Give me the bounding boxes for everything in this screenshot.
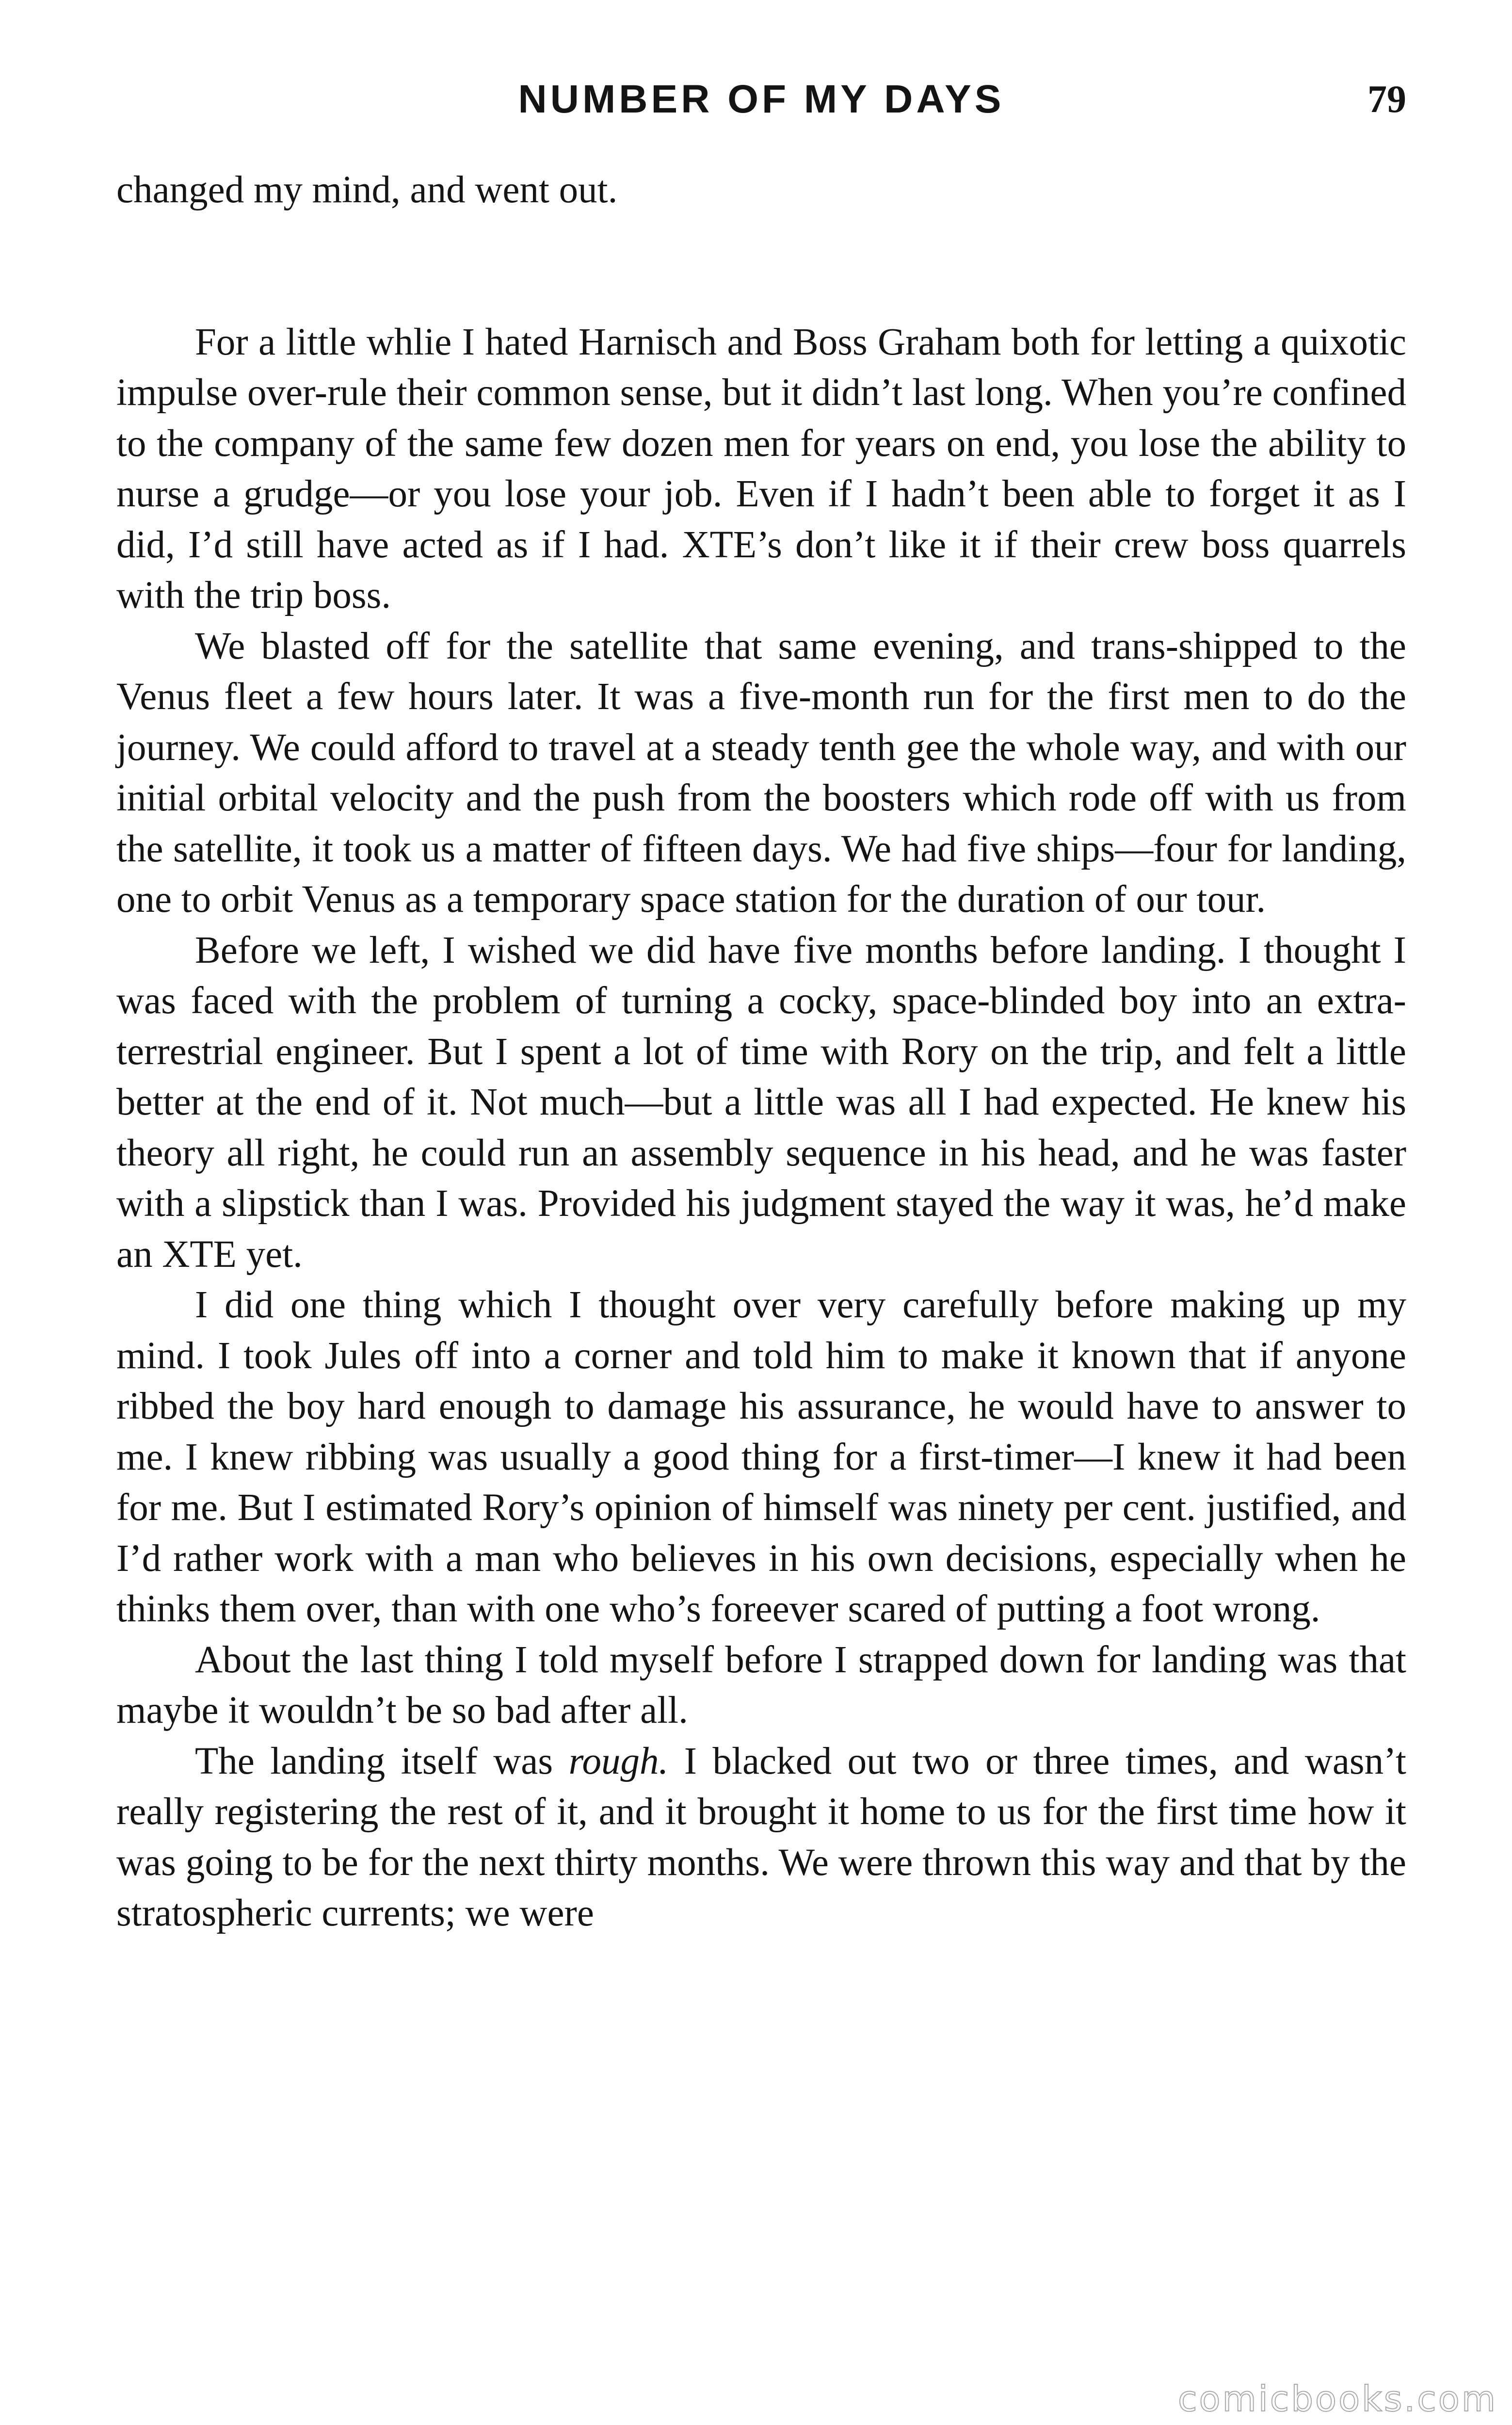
- emphasis-text: rough.: [568, 1740, 669, 1782]
- paragraph: About the last thing I told myself before I strapped down for landing was that maybe it wouldn’t be so bad after all.: [116, 1638, 1406, 1731]
- paragraph: Before we left, I wished we did have five months before landing. I thought I was faced with the problem of turning a cocky, space-blinded boy into an extra-terrestrial engineer. But I spent a lot of time with Rory on the trip, and felt a little better at the end of it. Not much—but a little was all I had expected. He knew his theory all right, he could run an assembly sequence in his head, and he was faster with a slipstick than I was. Provided his judgment stayed the way it was, he’d make an XTE yet.: [116, 929, 1406, 1276]
- page-number: 79: [1367, 78, 1406, 121]
- paragraph: We blasted off for the satellite that same evening, and trans-shipped to the Venus fleet a few hours later. It was a five-month run for the first men to do the journey. We could afford to travel at a steady tenth gee the whole way, and with our initial orbital velocity and the push from the boosters which rode off with us from the satellite, it took us a matter of fifteen days. We had five ships—four for landing, one to orbit Venus as a temporary space station for the duration of our tour.: [116, 625, 1406, 921]
- body-text: [116, 165, 1406, 1939]
- paragraph-text: The landing itself was: [195, 1740, 569, 1782]
- paragraph: I did one thing which I thought over very carefully before making up my mind. I took Jules off into a corner and told him to make it known that if anyone ribbed the boy hard enough to damage his assurance, he would have to answer to me. I knew ribbing was usually a good thing for a first-timer—I knew it had been for me. But I estimated Rory’s opinion of himself was ninety per cent. justified, and I’d rather work with a man who believes in his own decisions, especially when he thinks them over, than with one who’s foreever scared of putting a foot wrong.: [116, 1284, 1406, 1630]
- watermark: comicbooks.com: [1177, 2378, 1497, 2419]
- paragraph-continuation: changed my mind, and went out.: [116, 169, 618, 211]
- running-head: [116, 73, 1406, 126]
- paragraph-text: I blacked out two or three times, and wasn’t really registering the rest of it, and it brought it home to us for the first time how it was going to be for the next thirty months. We were thrown this way and that by the stratospheric currents; we were: [116, 1740, 1407, 1934]
- running-title: NUMBER OF MY DAYS: [518, 77, 1005, 121]
- paragraph: For a little whlie I hated Harnisch and Boss Graham both for letting a quixotic impulse over-rule their common sense, but it didn’t last long. When you’re confined to the company of the same few dozen men for years on end, you lose the ability to nurse a grudge—or you lose your job. Even if I hadn’t been able to forget it as I did, I’d still have acted as if I had. XTE’s don’t like it if their crew boss quarrels with the trip boss.: [116, 321, 1406, 616]
- paragraph: [116, 1736, 1406, 1939]
